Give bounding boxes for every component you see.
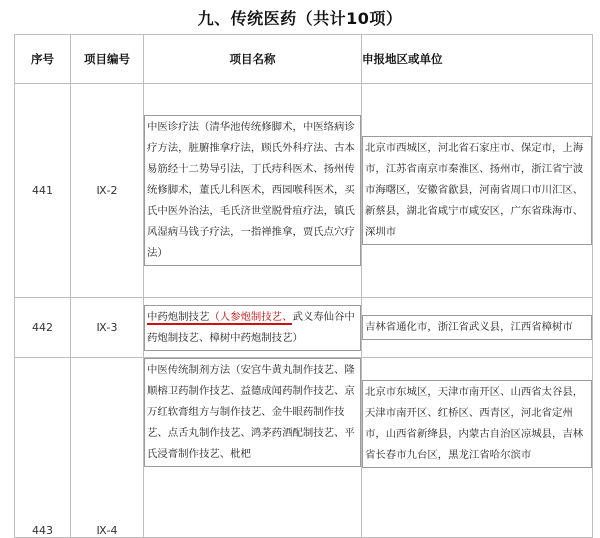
row-name-rest: 武义寿仙谷中药炮制技艺、樟树中药炮制技艺） <box>147 310 355 344</box>
row-region <box>362 84 593 298</box>
table-row <box>15 358 593 538</box>
row-region <box>362 358 593 538</box>
table-row <box>15 84 593 298</box>
row-region-text: 吉林省通化市，浙江省武义县，江西省樟树市 <box>362 315 592 340</box>
row-name <box>144 84 362 298</box>
row-seq: 441 <box>15 84 71 298</box>
row-region-text: 北京市西城区，河北省石家庄市、保定市，上海市，江苏省南京市秦淮区、扬州市，浙江省宁波市海曙区，安徽省歙县，河南省周口市川汇区、新蔡县，湖北省咸宁市咸安区，广东省珠海市、深圳市 <box>362 136 592 245</box>
row-name-text: 中医诊疗法（清华池传统修脚术，中医络病诊疗方法，脏腑推拿疗法，顾氏外科疗法、古本易筋经十二势导引法，丁氏痔科医术、扬州传统修脚术，董氏儿科医术，西园喉科医术，买氏中医外治法，毛氏济世堂脱骨疽疗法，镇氏风湿病马钱子疗法，一指禅推拿，贾氏点穴疗法） <box>144 115 361 266</box>
row-name <box>144 298 362 358</box>
row-name-text: 中医传统制剂方法（安宫牛黄丸制作技艺、隆顺榕卫药制作技艺、益德成闻药制作技艺、京万红软膏组方与制作技艺、金牛眼药制作技艺、点舌丸制作技艺、鸿茅药酒配制技艺、平氏浸膏制作技艺、枇杷 <box>144 358 361 467</box>
row-region-text: 北京市东城区，天津市南开区、山西省太谷县，天津市南开区、红桥区、西青区，河北省定州市，山西省新绛县，内蒙古自治区凉城县，吉林省长春市九台区，黑龙江省哈尔滨市 <box>362 380 592 468</box>
header-seq: 序号 <box>15 35 71 84</box>
row-name-highlight: （人参炮制技艺、 <box>209 310 293 323</box>
row-seq: 442 <box>15 298 71 358</box>
header-region: 申报地区或单位 <box>362 35 593 84</box>
row-region <box>362 298 593 358</box>
header-row <box>15 35 593 84</box>
table-row <box>15 298 593 358</box>
row-code: Ⅸ-3 <box>71 298 144 358</box>
header-name: 项目名称 <box>144 35 362 84</box>
row-seq: 443 <box>15 358 71 538</box>
row-code: Ⅸ-2 <box>71 84 144 298</box>
row-name-main: 中药炮制技艺 <box>147 310 210 323</box>
row-code: Ⅸ-4 <box>71 358 144 538</box>
page-title: 九、传统医药（共计10项） <box>197 9 403 28</box>
heritage-table <box>14 34 593 538</box>
row-name-text <box>144 305 361 351</box>
row-name <box>144 358 362 538</box>
header-code: 项目编号 <box>71 35 144 84</box>
